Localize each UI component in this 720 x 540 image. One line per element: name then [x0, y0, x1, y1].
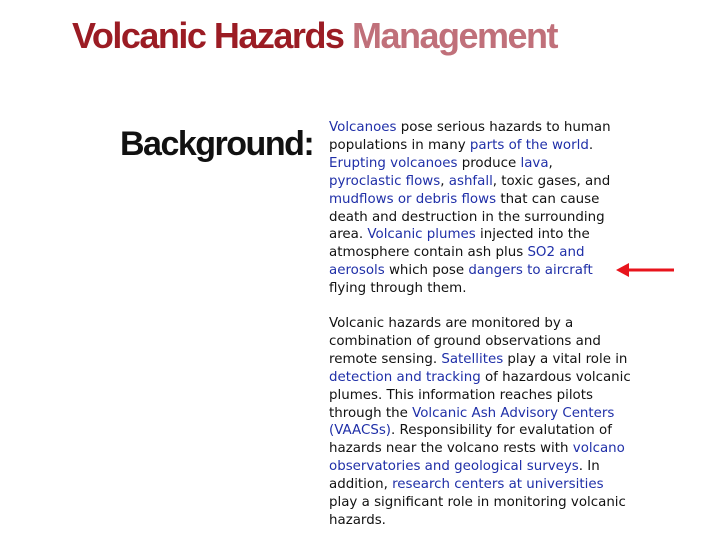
link-dangers-to-aircraft[interactable]: dangers to aircraft: [468, 263, 593, 279]
text: which pose: [384, 263, 469, 279]
paragraph-monitoring: [329, 315, 669, 530]
text-line: [329, 458, 669, 476]
text: that can cause: [496, 191, 600, 207]
text-line: [329, 369, 669, 387]
text-line: [329, 226, 669, 244]
link-research-centers-at-universities[interactable]: research centers at universities: [392, 477, 604, 493]
text-line: plumes. This information reaches pilots: [329, 387, 593, 403]
text: atmosphere contain ash plus: [329, 245, 528, 261]
text-line: [329, 440, 669, 458]
left-arrow-icon: [614, 259, 676, 281]
text-line: [329, 173, 669, 191]
text-line: [329, 119, 669, 137]
link-observatories-and-geological-surveys[interactable]: observatories and geological surveys: [329, 459, 579, 475]
text: , toxic gases, and: [492, 173, 611, 189]
text: injected into the: [475, 227, 590, 243]
link-erupting-volcanoes[interactable]: Erupting volcanoes: [329, 155, 458, 171]
link-detection-and-tracking[interactable]: detection and tracking: [329, 369, 481, 385]
text: . In: [578, 459, 600, 475]
link-parts-of-the-world[interactable]: parts of the world: [469, 137, 589, 153]
text: ,: [440, 173, 449, 189]
text-line: [329, 476, 669, 494]
text: pose serious hazards to human: [396, 120, 611, 135]
text-line: [329, 405, 669, 423]
link-pyroclastic-flows[interactable]: pyroclastic flows: [329, 173, 441, 189]
text-line: [329, 191, 669, 209]
text: of hazardous volcanic: [480, 369, 631, 385]
slide-title-part2: Management: [351, 15, 558, 56]
link-vaacs[interactable]: (VAACSs): [329, 423, 392, 439]
text-line: death and destruction in the surrounding: [329, 209, 605, 225]
text: ,: [548, 155, 553, 171]
link-satellites[interactable]: Satellites: [441, 351, 504, 367]
text: hazards near the volcano rests with: [329, 441, 573, 457]
text-line: [329, 351, 669, 369]
link-volcano-observatories[interactable]: volcano: [572, 441, 625, 457]
text: area.: [329, 227, 368, 243]
text: remote sensing.: [329, 351, 442, 367]
text-line: [329, 422, 669, 440]
text: . Responsibility for evalutation of: [391, 423, 612, 439]
text-line: Volcanic hazards are monitored by a: [329, 316, 574, 331]
link-mudflows-or-debris-flows[interactable]: mudflows or debris flows: [329, 191, 497, 207]
text-line: [329, 137, 669, 155]
slide-title-part1: Volcanic Hazards: [72, 15, 344, 56]
text: play a vital role in: [503, 351, 628, 367]
text: populations in many: [329, 137, 470, 153]
text-line: [329, 155, 669, 173]
text-line: play a significant role in monitoring volcanic: [329, 495, 626, 511]
text: addition,: [329, 477, 393, 493]
text: through the: [329, 405, 413, 421]
text-line: hazards.: [329, 512, 386, 528]
text-line: combination of ground observations and: [329, 333, 601, 349]
link-volcanoes[interactable]: Volcanoes: [329, 120, 397, 135]
text: produce: [457, 155, 521, 171]
link-lava[interactable]: lava: [520, 155, 549, 171]
link-volcanic-plumes[interactable]: Volcanic plumes: [367, 227, 476, 243]
section-heading: Background:: [120, 125, 314, 163]
link-volcanic-ash-advisory-centers[interactable]: Volcanic Ash Advisory Centers: [412, 405, 615, 421]
link-aerosols[interactable]: aerosols: [329, 263, 385, 279]
slide-title: [72, 14, 557, 58]
link-ashfall[interactable]: ashfall: [448, 173, 493, 189]
link-so2-and-aerosols[interactable]: SO2 and: [527, 245, 585, 261]
text-line: flying through them.: [329, 281, 467, 297]
text: .: [588, 137, 594, 153]
